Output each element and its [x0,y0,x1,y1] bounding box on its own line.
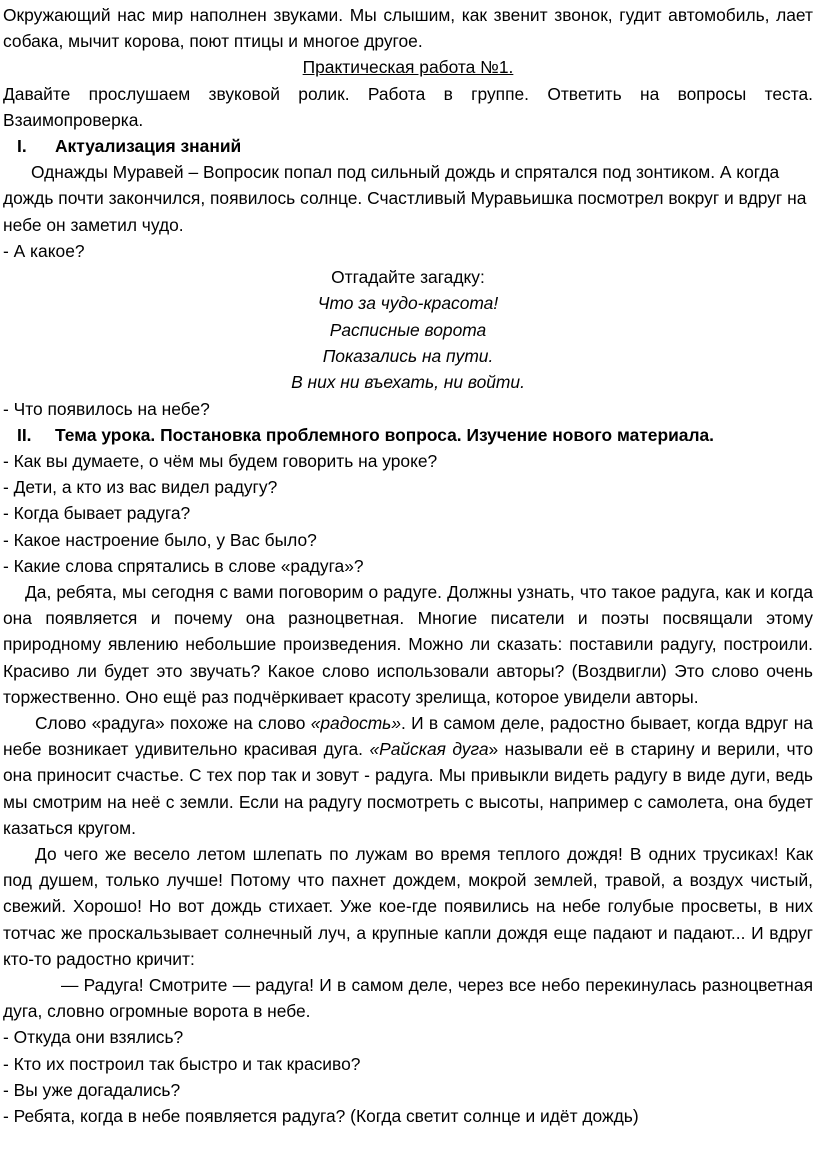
final-question-list [3,1024,813,1129]
question-item: - Ребята, когда в небе появляется радуга? (Когда светит солнце и идёт дождь) [3,1106,639,1126]
question-list [3,448,813,579]
question-item: - Кто их построил так быстро и так красиво? [3,1053,361,1074]
question-sky: - Что появилось на небе? [3,398,210,419]
riddle-line: Что за чудо-красота! [317,293,499,314]
section-heading-2 [3,422,813,448]
riddle-line: Расписные ворота [329,319,487,340]
text-span: » называли её в старину и верили, что она приносит счастье. С тех пор так и зовут - радуга. Мы привыкли видеть радугу в виде дуги, ведь мы смотрим на неё с земли. Если на радугу посмотреть с высоты, например с самолета, она будет казаться кругом. [3,739,813,838]
story-paragraph: Однажды Муравей – Вопросик попал под сильный дождь и спрятался под зонтиком. А когда дождь почти закончился, появилось солнце. Счастливый Муравьишка посмотрел вокруг и вдруг на небе он заметил чудо. [3,162,807,235]
paragraph-rainbow-intro: Да, ребята, мы сегодня с вами поговорим о радуге. Должны узнать, что такое радуга, как и когда она появляется и почему она разноцветная. Многие писатели и поэты посвящали этому природному явлению небольшие произведения. Можно ли сказать: поставили радугу, построили. Красиво ли будет это звучать? Какое слово использовали авторы? (Воздвигли) Это слово очень торжественно. Оно ещё раз подчёркивает красоту зрелища, которое увидели авторы. [3,581,813,707]
question-item: - Какое настроение было, у Вас было? [3,529,317,550]
paragraph-summer-rain: До чего же весело летом шлепать по лужам во время теплого дождя! В одних трусиках! Как под душем, только лучше! Потому что пахнет дождем, мокрой землей, травой, а воздух чистый, свежий. Хорошо! Но вот дождь стихает. Уже кое-где появились на небе голубые просветы, в них тотчас же проскальзывает солнечный луч, а крупные капли дождя еще падают и падают... И вдруг кто-то радостно кричит: [3,843,813,969]
section-number-2: II. [17,424,32,445]
italic-word-rajskaya-duga: «Райская дуга [369,739,489,760]
question-what: - А какое? [3,240,85,261]
section-title-2: Тема урока. Постановка проблемного вопроса. Изучение нового материала. [55,424,715,445]
riddle-block [3,264,813,395]
question-item: - Какие слова спрятались в слове «радуга»? [3,555,364,576]
riddle-line: В них ни въехать, ни войти. [291,372,525,393]
intro-paragraph: Окружающий нас мир наполнен звуками. Мы слышим, как звенит звонок, гудит автомобиль, лает собака, мычит корова, поют птицы и многое другое. [3,5,813,52]
question-item: - Дети, а кто из вас видел радугу? [3,477,278,498]
section-title-1: Актуализация знаний [55,136,242,157]
question-item: - Вы уже догадались? [3,1079,181,1100]
text-span: . И в самом деле, радостно бывает, когда вдруг на небе возникает удивительно красивая дуга. [3,712,813,760]
question-item: - Откуда они взялись? [3,1027,184,1048]
practical-work-text: Давайте прослушаем звуковой ролик. Работа в группе. Ответить на вопросы теста. Взаимопроверка. [3,83,813,130]
riddle-title: Отгадайте загадку: [331,267,485,288]
paragraph-rainbow-exclaim: — Радуга! Смотрите — радуга! И в самом деле, через все небо перекинулась разноцветная дуга, словно огромные ворота в небе. [3,974,813,1022]
question-item: - Как вы думаете, о чём мы будем говорить на уроке? [3,450,438,471]
question-item: - Когда бывает радуга? [3,503,191,524]
paragraph-rainbow-word [3,710,813,841]
text-span: Слово «радуга» похоже на слово [35,712,311,733]
practical-work-title: Практическая работа №1. [302,57,514,78]
riddle-line: Показались на пути. [322,345,494,366]
italic-word-radost: «радость» [310,712,402,733]
section-heading-1 [3,133,813,159]
section-number-1: I. [17,136,27,157]
